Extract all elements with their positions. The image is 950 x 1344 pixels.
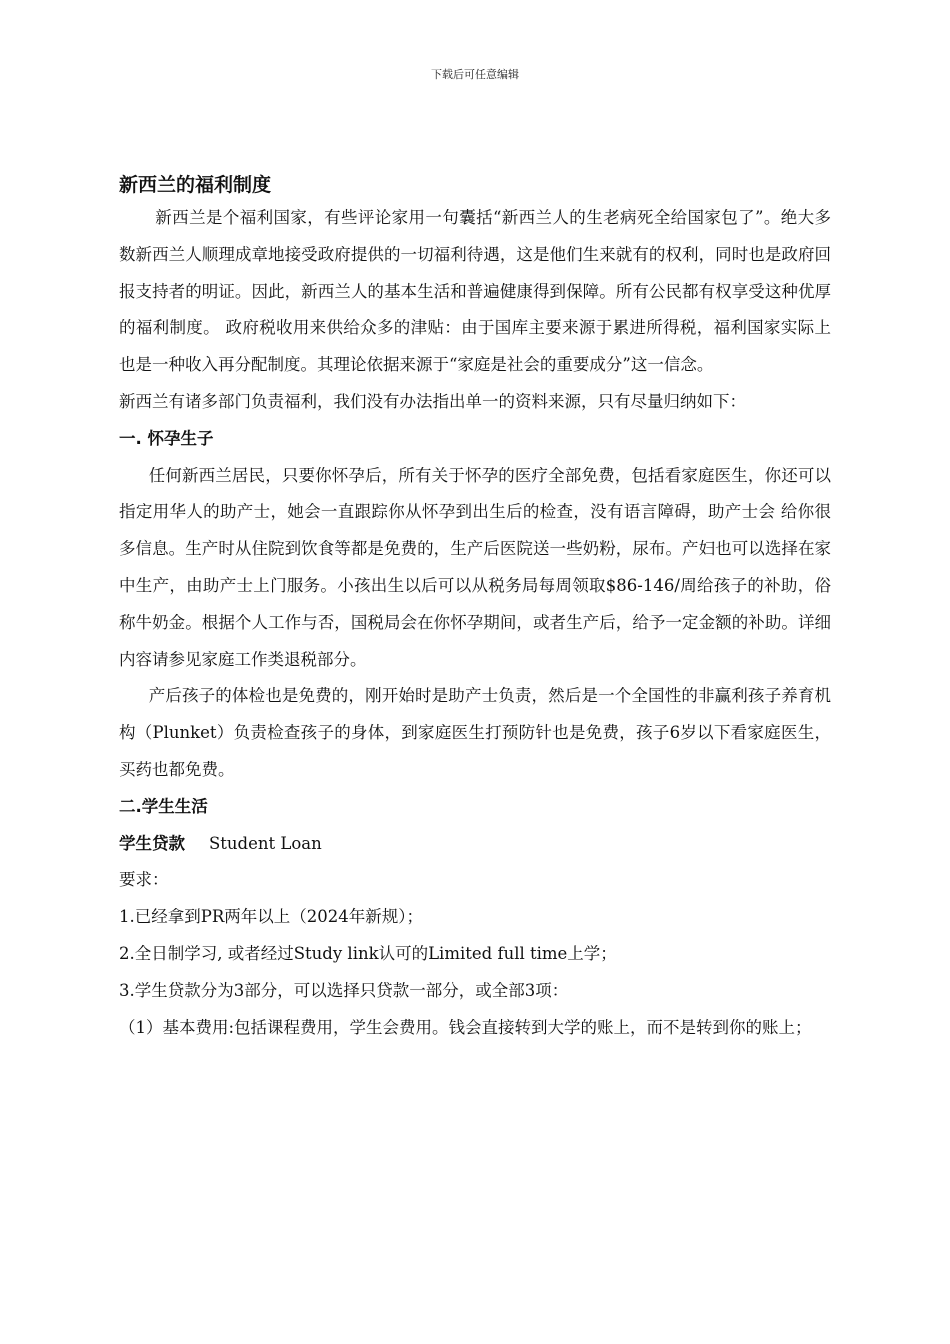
document-body [119,172,831,1046]
intro-paragraph: 新西兰是个福利国家，有些评论家用一句囊括“新西兰人的生老病死全给国家包了”。绝大多数新西兰人顺理成章地接受政府提供的一切福利待遇，这是他们生来就有的权利，同时也是政府回报支持者的明证。因此，新西兰人的基本生活和普遍健康得到保障。所有公民都有权享受这种优厚的福利制度。 政府税收用来供给众多的津贴：由于国库主要来源于累进所得税，福利国家实际上也是一种收入再分配制度。其理论依据来源于“家庭是社会的重要成分”这一信念。 [119,208,831,375]
pregnancy-paragraph: 任何新西兰居民，只要你怀孕后，所有关于怀孕的医疗全部免费，包括看家庭医生，你还可以指定用华人的助产士，她会一直跟踪你从怀孕到出生后的检查，没有语言障碍，助产士会 给你很多信息。生产时从住院到饮食等都是免费的，生产后医院送一些奶粉，尿布。产妇也可以选择在家中生产，由助产士上门服务。小孩出生以后可以从税务局每周领取$86-146/周给孩子的补助，俗称牛奶金。根据个人工作与否，国税局会在你怀孕期间，或者生产后，给予一定金额的补助。详细内容请参见家庭工作类退税部分。 [119,465,831,669]
requirement-item-3: 3.学生贷款分为3部分，可以选择只贷款一部分，或全部3项： [119,980,569,1000]
sub-heading-student-loan [119,826,831,863]
postnatal-paragraph: 产后孩子的体检也是免费的，刚开始时是助产士负责，然后是一个全国性的非赢利孩子养育机构（Plunket）负责检查孩子的身体，到家庭医生打预防针也是免费，孩子6岁以下看家庭医生，买药也都免费。 [119,686,831,779]
section-heading-student-life: 二.学生生活 [119,796,208,816]
loan-sub-item-1: （1）基本费用:包括课程费用，学生会费用。钱会直接转到大学的账上，而不是转到你的账上； [119,1017,812,1037]
requirement-item-1: 1.已经拿到PR两年以上（2024年新规）； [119,907,424,927]
document-title: 新西兰的福利制度 [119,174,272,196]
sub-heading-cn: 学生贷款 [119,833,185,853]
sub-heading-en: Student Loan [209,833,322,853]
requirement-item-2: 2.全日制学习, 或者经过Study link认可的Limited full time上学； [119,943,617,963]
section-heading-pregnancy: 一. 怀孕生子 [119,428,214,448]
page-header-note: 下载后可任意编辑 [431,68,519,81]
intro-summary-paragraph: 新西兰有诸多部门负责福利，我们没有办法指出单一的资料来源，只有尽量归纳如下： [119,391,746,411]
requirements-label: 要求： [119,870,169,890]
